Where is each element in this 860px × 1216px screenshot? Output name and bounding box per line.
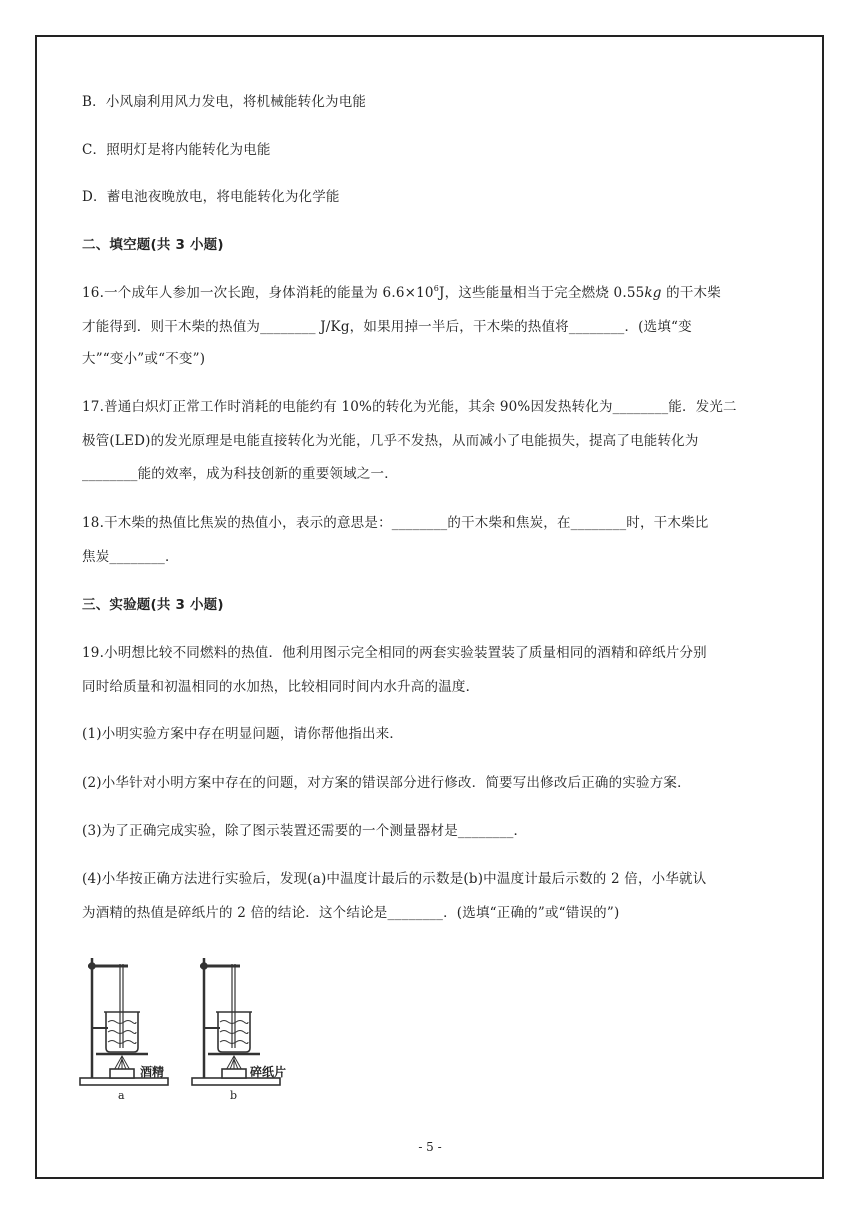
q18-line2: 焦炭________． <box>82 549 179 565</box>
section-fill-in-title: 二、填空题(共 3 小题) <box>82 237 224 253</box>
q19-sub4-line2: 为酒精的热值是碎纸片的 2 倍的结论．这个结论是________．(选填“正确的”或“错误的”) <box>82 905 620 921</box>
q16-unit: kg <box>644 285 662 301</box>
q16-line2: 才能得到．则干木柴的热值为________ J/Kg，如果用掉一半后，干木柴的热值将________．(选填“变 <box>82 319 692 335</box>
experiment-apparatus-figure <box>78 952 318 1102</box>
q16-text-b: J，这些能量相当于完全燃烧 0.55 <box>439 285 645 301</box>
q19-sub1: (1)小明实验方案中存在明显问题，请你帮他指出来． <box>82 726 404 742</box>
q17-line1: 17.普通白炽灯正常工作时消耗的电能约有 10%的转化为光能，其余 90%因发热转化为________能．发光二 <box>82 399 737 415</box>
option-b: B．小风扇利用风力发电，将机械能转化为电能 <box>82 94 367 110</box>
q16-text-a: 16.一个成年人参加一次长跑，身体消耗的能量为 6.6×10 <box>82 285 434 301</box>
q19-line1: 19.小明想比较不同燃料的热值．他利用图示完全相同的两套实验装置装了质量相同的酒精和碎纸片分别 <box>82 645 707 661</box>
q19-line2: 同时给质量和初温相同的水加热，比较相同时间内水升高的温度． <box>82 679 480 695</box>
q17-line2: 极管(LED)的发光原理是电能直接转化为光能，几乎不发热，从而减小了电能损失，提高了电能转化为 <box>82 433 699 449</box>
label-fuel-a: 酒精 <box>140 1065 165 1079</box>
option-c: C．照明灯是将内能转化为电能 <box>82 142 271 158</box>
page-number: - 5 - <box>418 1140 442 1154</box>
section-experiment-title: 三、实验题(共 3 小题) <box>82 597 224 613</box>
label-fuel-b: 碎纸片 <box>250 1065 287 1079</box>
label-b: b <box>230 1089 238 1102</box>
q16-line3: 大”“变小”或“不变”) <box>82 351 206 367</box>
label-a: a <box>118 1089 125 1102</box>
q18-line1: 18.干木柴的热值比焦炭的热值小，表示的意思是：________的干木柴和焦炭，在________时，干木柴比 <box>82 515 709 531</box>
q16-exponent: 6 <box>433 284 440 293</box>
q17-line3: ________能的效率，成为科技创新的重要领域之一． <box>82 466 398 482</box>
q19-sub3: (3)为了正确完成实验，除了图示装置还需要的一个测量器材是________． <box>82 823 528 839</box>
q19-sub2: (2)小华针对小明方案中存在的问题，对方案的错误部分进行修改．简要写出修改后正确的实验方案． <box>82 775 691 791</box>
q16-text-c: 的干木柴 <box>661 285 721 301</box>
q19-sub4-line1: (4)小华按正确方法进行实验后，发现(a)中温度计最后的示数是(b)中温度计最后示数的 2 倍，小华就认 <box>82 871 707 887</box>
q16-line1 <box>82 283 721 303</box>
option-d: D．蓄电池夜晚放电，将电能转化为化学能 <box>82 189 340 205</box>
